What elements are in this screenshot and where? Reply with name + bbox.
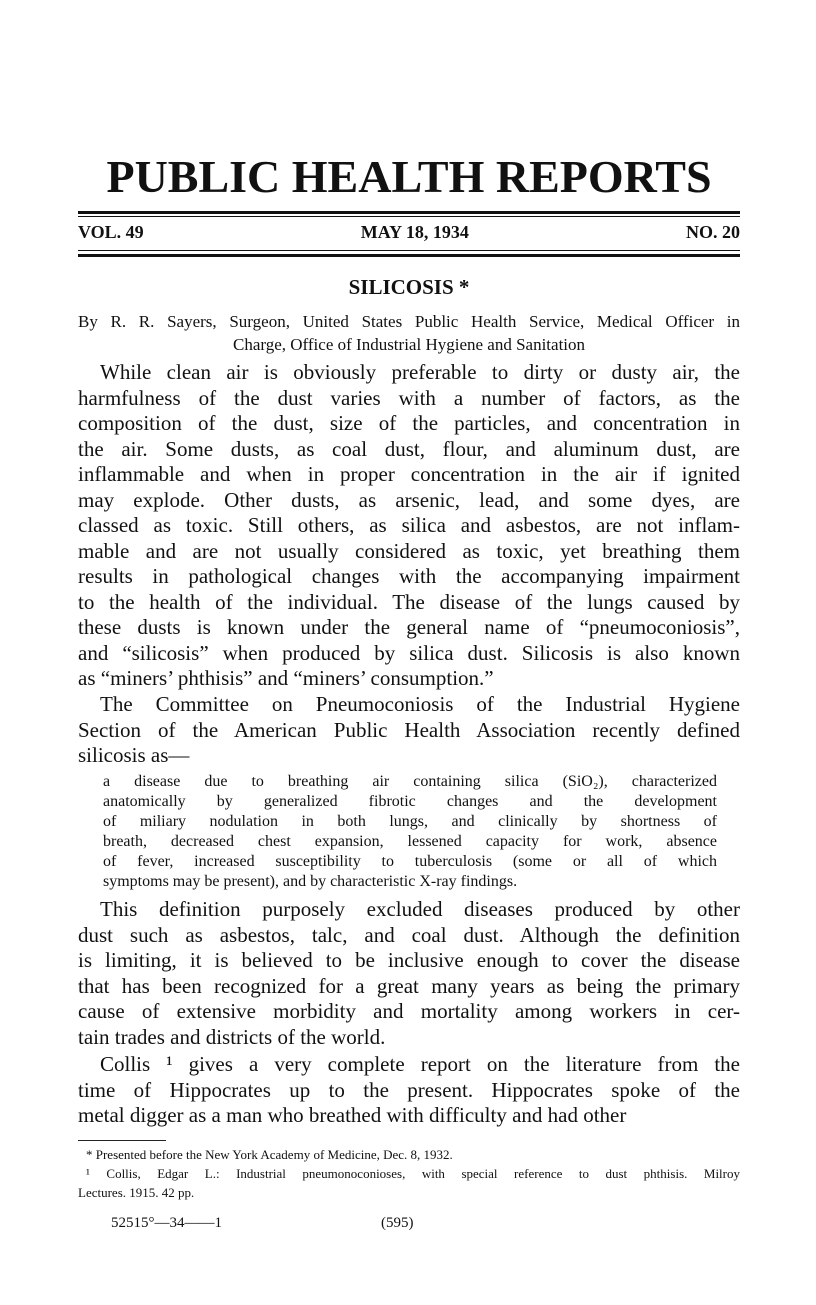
footnote-1-line: ¹ Collis, Edgar L.: Industrial pneumonoconioses, with special reference to dust phthisis. Milroy bbox=[86, 1166, 740, 1181]
header-rule-top-thin bbox=[78, 216, 740, 217]
footnote-rule bbox=[78, 1140, 166, 1141]
byline bbox=[78, 310, 740, 356]
text-line: Section of the American Public Health Association recently defined bbox=[78, 717, 740, 742]
text-line: may explode. Other dusts, as arsenic, lead, and some dyes, are bbox=[78, 487, 740, 512]
page-number: (595) bbox=[381, 1215, 414, 1231]
printer-code: 52515°—34——1 bbox=[111, 1215, 222, 1231]
text-line: of miliary nodulation in both lungs, and clinically by shortness of bbox=[103, 813, 717, 830]
text-line: classed as toxic. Still others, as silica and asbestos, are not inflam- bbox=[78, 513, 740, 537]
text-line: to the health of the individual. The disease of the lungs caused by bbox=[78, 589, 740, 614]
byline-line: Charge, Office of Industrial Hygiene and Sanitation bbox=[232, 335, 586, 354]
text-line: inflammable and when in proper concentration in the air if ignited bbox=[78, 462, 740, 486]
text-line: these dusts is known under the general name of “pneumoconiosis”, bbox=[78, 615, 740, 639]
paragraph-2 bbox=[78, 692, 740, 769]
text-line: time of Hippocrates up to the present. Hippocrates spoke of the bbox=[78, 1077, 740, 1102]
article-title: SILICOSIS * bbox=[348, 275, 470, 299]
volume: VOL. 49 bbox=[78, 222, 144, 242]
header-rule-top bbox=[78, 211, 740, 214]
paragraph-4 bbox=[78, 1052, 740, 1129]
text-line: metal digger as a man who breathed with difficulty and had other bbox=[78, 1103, 627, 1127]
text-line: anatomically by generalized fibrotic changes and the development bbox=[103, 793, 717, 810]
text-line: mable and are not usually considered as toxic, yet breathing them bbox=[78, 538, 740, 563]
text-line: silicosis as— bbox=[78, 743, 190, 767]
paragraph-3 bbox=[78, 897, 740, 1050]
footnote-star: * Presented before the New York Academy of Medicine, Dec. 8, 1932. bbox=[86, 1147, 453, 1162]
footnote-1-line: Lectures. 1915. 42 pp. bbox=[78, 1185, 195, 1200]
text-line: While clean air is obviously preferable to dirty or dusty air, the bbox=[100, 360, 740, 384]
paragraph-1 bbox=[78, 360, 740, 692]
issue-line bbox=[78, 221, 740, 243]
text-line: tain trades and districts of the world. bbox=[78, 1024, 386, 1049]
text-line: composition of the dust, size of the particles, and concentration in bbox=[78, 411, 740, 435]
text-line: harmfulness of the dust varies with a number of factors, as the bbox=[78, 385, 740, 410]
text-line: and “silicosis” when produced by silica dust. Silicosis is also known bbox=[78, 640, 740, 665]
text-line: the air. Some dusts, as coal dust, flour, and aluminum dust, are bbox=[78, 436, 740, 461]
text-line: cause of extensive morbidity and mortality among workers in cer- bbox=[78, 999, 740, 1023]
text-line: a disease due to breathing air containing silica (SiO₂), characterized bbox=[103, 773, 717, 790]
header-rule-bottom bbox=[78, 254, 740, 257]
text-line: Collis ¹ gives a very complete report on the literature from the bbox=[100, 1052, 740, 1076]
issue-date: MAY 18, 1934 bbox=[360, 222, 469, 242]
byline-line: By R. R. Sayers, Surgeon, United States Public Health Service, Medical Officer in bbox=[78, 312, 740, 331]
text-line: breath, decreased chest expansion, lessened capacity for work, absence bbox=[103, 833, 717, 850]
issue-number: NO. 20 bbox=[685, 222, 740, 242]
journal-title: PUBLIC HEALTH REPORTS bbox=[106, 151, 712, 202]
text-line: that has been recognized for a great many years as being the primary bbox=[78, 973, 740, 998]
text-line: symptoms may be present), and by characteristic X-ray findings. bbox=[103, 873, 518, 890]
header-rule-bottom-thin bbox=[78, 250, 740, 251]
footnotes bbox=[78, 1145, 740, 1202]
text-line: dust such as asbestos, talc, and coal dust. Although the definition bbox=[78, 922, 740, 947]
text-line: This definition purposely excluded diseases produced by other bbox=[100, 897, 740, 921]
definition-quote bbox=[103, 772, 717, 892]
text-line: is limiting, it is believed to be inclusive enough to cover the disease bbox=[78, 948, 740, 972]
text-line: results in pathological changes with the accompanying impairment bbox=[78, 564, 740, 588]
text-line: of fever, increased susceptibility to tuberculosis (some or all of which bbox=[103, 853, 717, 870]
text-line: The Committee on Pneumoconiosis of the Industrial Hygiene bbox=[100, 692, 740, 716]
text-line: as “miners’ phthisis” and “miners’ consumption.” bbox=[78, 666, 494, 690]
